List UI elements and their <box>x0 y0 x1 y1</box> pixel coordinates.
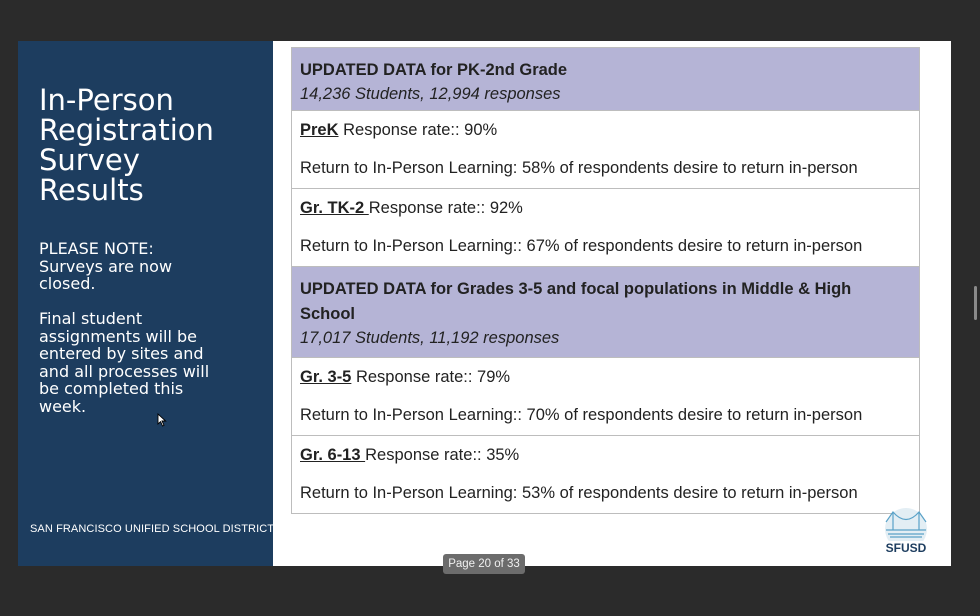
g35-return-text: Return to In-Person Learning:: 70% of respondents desire to return in-person <box>300 406 863 424</box>
prek-rate-line <box>300 111 911 149</box>
g613-grade-label: Gr. 6-13 <box>300 446 366 464</box>
g35-grade-label: Gr. 3-5 <box>300 368 352 386</box>
sfusd-logo <box>880 503 932 559</box>
g3-header-band <box>292 267 919 358</box>
g35-row <box>292 358 919 436</box>
g35-response-rate: Response rate:: 79% <box>351 368 511 386</box>
prek-return-text: Return to In-Person Learning: 58% of respondents desire to return in-person <box>300 159 858 177</box>
pk2-header-band <box>292 48 919 111</box>
tk2-row <box>292 189 919 267</box>
tk2-grade-label: Gr. TK-2 <box>300 199 369 217</box>
viewer-top-bar <box>0 0 980 40</box>
g3-header-title-line1: UPDATED DATA for Grades 3-5 and focal populations in Middle & High <box>300 280 852 298</box>
tk2-rate-line <box>300 189 911 227</box>
g613-return-text: Return to In-Person Learning: 53% of respondents desire to return in-person <box>300 484 858 502</box>
g613-response-rate: Response rate:: 35% <box>365 446 520 464</box>
prek-row <box>292 111 919 189</box>
g613-rate-line <box>300 436 911 474</box>
prek-response-rate: Response rate:: 90% <box>338 121 498 139</box>
pk2-header-title: UPDATED DATA for PK-2nd Grade <box>300 61 568 79</box>
scrollbar-handle[interactable] <box>974 286 977 320</box>
g613-row <box>292 436 919 514</box>
tk2-return-text: Return to In-Person Learning:: 67% of respondents desire to return in-person <box>300 237 863 255</box>
mouse-pointer-icon <box>157 413 167 427</box>
please-note-text: PLEASE NOTE: Surveys are now closed. <box>39 239 173 293</box>
pk2-header-subtitle: 14,236 Students, 12,994 responses <box>300 85 561 103</box>
logo-text: SFUSD <box>885 541 927 555</box>
g35-rate-line <box>300 358 911 396</box>
page-indicator: Page 20 of 33 <box>443 554 525 574</box>
prek-grade-label: PreK <box>300 121 339 139</box>
tk2-response-rate: Response rate:: 92% <box>368 199 523 217</box>
slide <box>18 41 951 566</box>
survey-results-table <box>291 47 920 514</box>
district-name: SAN FRANCISCO UNIFIED SCHOOL DISTRICT <box>30 523 275 535</box>
g3-header-title-line2: School <box>300 305 356 323</box>
final-assignments-text: Final student assignments will be entered by sites and and all processes will be completed this week. <box>39 309 210 416</box>
golden-gate-bridge-icon <box>880 503 932 541</box>
g3-header-subtitle: 17,017 Students, 11,192 responses <box>300 329 560 347</box>
slide-title: In-Person Registration Survey Results <box>39 83 214 207</box>
slide-sidebar <box>18 41 273 566</box>
